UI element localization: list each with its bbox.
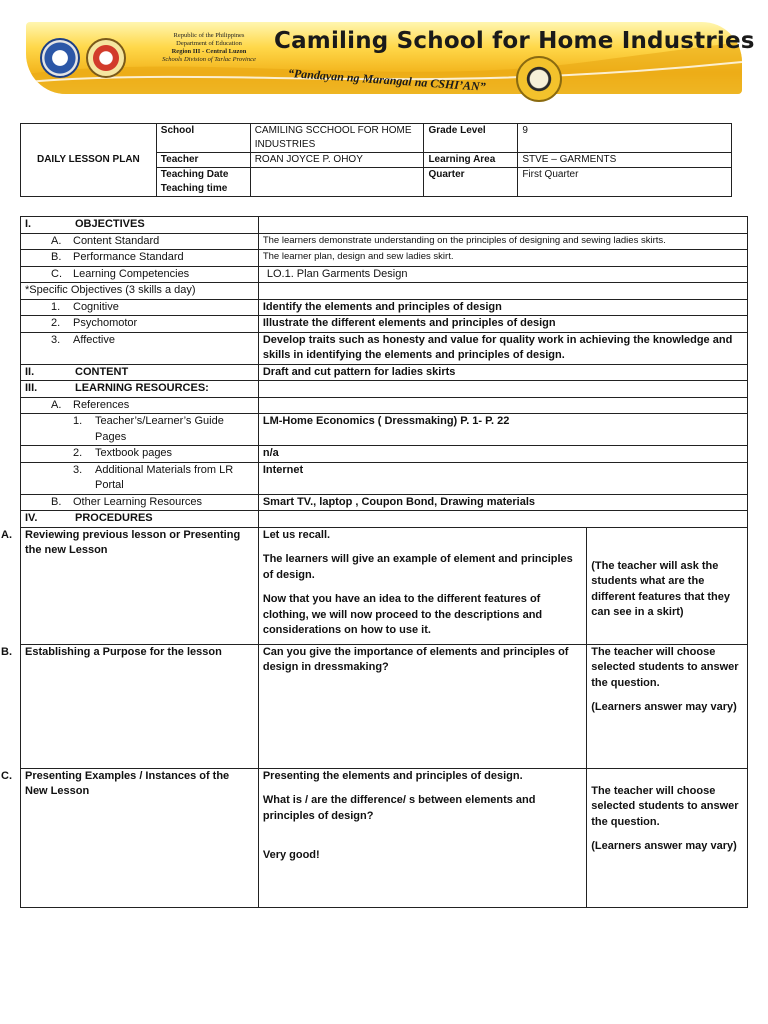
item-number: 2. <box>51 317 61 329</box>
school-value: CAMILING SCCHOOL FOR HOME INDUSTRIES <box>250 124 424 153</box>
item-label: References <box>73 398 130 411</box>
procedure-a-label <box>1 527 259 644</box>
content-standard-value: The learners demonstrate understanding on the principles of designing and sewing ladies skirts. <box>258 233 747 250</box>
activity-line: The learners will give an example of element and principles of design. <box>262 553 573 581</box>
dlp-title: DAILY LESSON PLAN <box>21 124 157 197</box>
quarter-value: First Quarter <box>518 168 732 197</box>
item-number: 3. <box>51 333 61 346</box>
item-label: Performance Standard <box>73 251 184 263</box>
references-value <box>258 397 747 414</box>
objectives-value <box>258 217 747 234</box>
note-line: (Learners answer may vary) <box>591 840 737 852</box>
textbook-label <box>21 446 259 463</box>
lesson-info-table <box>20 123 732 197</box>
resources-label <box>21 381 259 398</box>
activity-line: Presenting the elements and principles of design. <box>262 769 523 782</box>
item-number: A. <box>51 234 62 247</box>
table-row <box>21 364 748 381</box>
item-number: B. <box>51 495 62 508</box>
item-number: 1. <box>73 415 83 427</box>
school-seal-icon <box>516 56 562 102</box>
item-label: Teacher’s/Learner’s Guide Pages <box>95 415 224 443</box>
republic-line: Republic of the Philippines <box>173 32 245 39</box>
other-resources-label <box>21 494 259 511</box>
activity-line: Can you give the importance of elements and principles of design in dressmaking? <box>262 645 569 673</box>
cognitive-label <box>21 299 259 316</box>
table-row <box>21 217 748 234</box>
resources-value <box>258 381 747 398</box>
item-label: Affective <box>73 333 115 346</box>
table-row <box>21 316 748 333</box>
additional-value: Internet <box>258 462 747 494</box>
procedure-letter: C. <box>1 769 12 782</box>
table-row <box>21 250 748 267</box>
note-line: (Learners answer may vary) <box>591 701 737 713</box>
psychomotor-value: Illustrate the different elements and principles of design <box>258 316 747 333</box>
table-row <box>21 397 748 414</box>
table-row <box>21 283 748 300</box>
department-line: Department of Education <box>176 40 242 47</box>
performance-standard-value: The learner plan, design and sew ladies skirt. <box>258 250 747 267</box>
table-row <box>21 511 748 528</box>
references-label <box>21 397 259 414</box>
affective-label <box>21 332 259 364</box>
procedure-title: Establishing a Purpose for the lesson <box>25 645 222 658</box>
section-number: II. <box>25 365 35 378</box>
procedure-a-activity <box>258 527 586 644</box>
table-row <box>21 494 748 511</box>
cognitive-value: Identify the elements and principles of design <box>258 299 747 316</box>
section-title: CONTENT <box>75 365 129 378</box>
table-row <box>21 414 748 446</box>
item-label: Psychomotor <box>73 317 138 329</box>
grade-value: 9 <box>518 124 732 153</box>
content-standard-label <box>21 233 259 250</box>
region-line: Region III - Central Luzon <box>171 48 247 55</box>
procedure-letter: B. <box>1 645 12 658</box>
content-value: Draft and cut pattern for ladies skirts <box>258 364 747 381</box>
item-number: 2. <box>73 447 83 459</box>
area-label: Learning Area <box>424 153 518 168</box>
activity-line: Let us recall. <box>262 528 331 541</box>
area-value: STVE – GARMENTS <box>518 153 732 168</box>
school-title: Camiling School for Home Industries <box>274 28 755 54</box>
activity-line: Now that you have an idea to the different features of clothing, we will now proceed to the descriptions and considerations on how to use it. <box>262 593 543 636</box>
quarter-label: Quarter <box>424 168 518 197</box>
procedure-row <box>21 768 748 907</box>
section-title: PROCEDURES <box>75 512 153 524</box>
specific-objectives-label: *Specific Objectives (3 skills a day) <box>21 283 259 300</box>
procedure-title: Presenting Examples / Instances of the New Lesson <box>25 769 230 797</box>
item-number: C. <box>51 267 62 280</box>
note-line: The teacher will choose selected students to answer the question. <box>591 645 739 689</box>
section-number: I. <box>25 218 32 230</box>
item-label: Cognitive <box>73 300 119 313</box>
division-line: Schools Division of Tarlac Province <box>162 56 256 63</box>
procedures-label <box>21 511 259 528</box>
table-row <box>21 233 748 250</box>
procedure-a-notes <box>587 527 748 644</box>
date-time-label <box>156 168 250 197</box>
date-label: Teaching Date <box>160 169 229 180</box>
procedure-title: Reviewing previous lesson or Presenting the new Lesson <box>25 528 241 556</box>
other-resources-value: Smart TV., laptop , Coupon Bond, Drawing materials <box>258 494 747 511</box>
school-banner <box>26 14 755 102</box>
affective-value: Develop traits such as honesty and value for quality work in achieving the knowledge and skills in identifying the elements and principles of design. <box>258 332 747 364</box>
time-label: Teaching time <box>160 183 228 194</box>
republic-header <box>134 32 284 64</box>
table-row <box>21 332 748 364</box>
additional-label <box>21 462 259 494</box>
note-line: (The teacher will ask the students what are the different features that they can see in a skirt) <box>591 559 730 618</box>
lesson-plan-table <box>1 216 748 908</box>
table-row <box>21 266 748 283</box>
teacher-value: ROAN JOYCE P. OHOY <box>250 153 424 168</box>
school-motto: “Pandayan ng Marangal na CSHI’AN” <box>287 66 487 94</box>
table-row <box>21 446 748 463</box>
guide-value: LM-Home Economics ( Dressmaking) P. 1- P. 22 <box>258 414 747 446</box>
item-number: 1. <box>51 300 61 313</box>
deped-seal-icon <box>40 38 80 78</box>
guide-label <box>21 414 259 446</box>
procedure-letter: A. <box>1 528 12 541</box>
activity-line: Very good! <box>262 849 320 861</box>
item-number: A. <box>51 398 62 411</box>
section-title: OBJECTIVES <box>75 218 145 230</box>
competencies-value: LO.1. Plan Garments Design <box>258 266 747 283</box>
school-label: School <box>156 124 250 153</box>
activity-line: What is / are the difference/ s between elements and principles of design? <box>262 794 536 822</box>
item-number: B. <box>51 251 62 263</box>
objectives-label <box>21 217 259 234</box>
item-number: 3. <box>73 463 83 476</box>
section-number: IV. <box>25 512 38 524</box>
division-seal-icon <box>86 38 126 78</box>
procedures-value <box>258 511 747 528</box>
procedure-c-label <box>1 768 259 907</box>
section-number: III. <box>25 382 38 394</box>
grade-label: Grade Level <box>424 124 518 153</box>
specific-objectives-value <box>258 283 747 300</box>
item-label: Textbook pages <box>95 447 173 459</box>
item-label: Additional Materials from LR Portal <box>95 463 234 491</box>
competencies-label <box>21 266 259 283</box>
table-row <box>21 462 748 494</box>
psychomotor-label <box>21 316 259 333</box>
performance-standard-label <box>21 250 259 267</box>
procedure-c-activity <box>258 768 586 907</box>
content-label <box>21 364 259 381</box>
teacher-label: Teacher <box>156 153 250 168</box>
date-value <box>250 168 424 197</box>
procedure-b-notes <box>587 644 748 768</box>
procedure-c-notes <box>587 768 748 907</box>
item-label: Learning Competencies <box>73 267 190 280</box>
procedure-row <box>21 527 748 644</box>
item-label: Content Standard <box>73 234 160 247</box>
table-row <box>21 381 748 398</box>
item-label: Other Learning Resources <box>73 495 203 508</box>
section-title: LEARNING RESOURCES: <box>75 382 209 394</box>
textbook-value: n/a <box>258 446 747 463</box>
procedure-b-activity <box>258 644 586 768</box>
procedure-row <box>21 644 748 768</box>
procedure-b-label <box>1 644 259 768</box>
table-row <box>21 299 748 316</box>
note-line: The teacher will choose selected students to answer the question. <box>591 784 739 828</box>
